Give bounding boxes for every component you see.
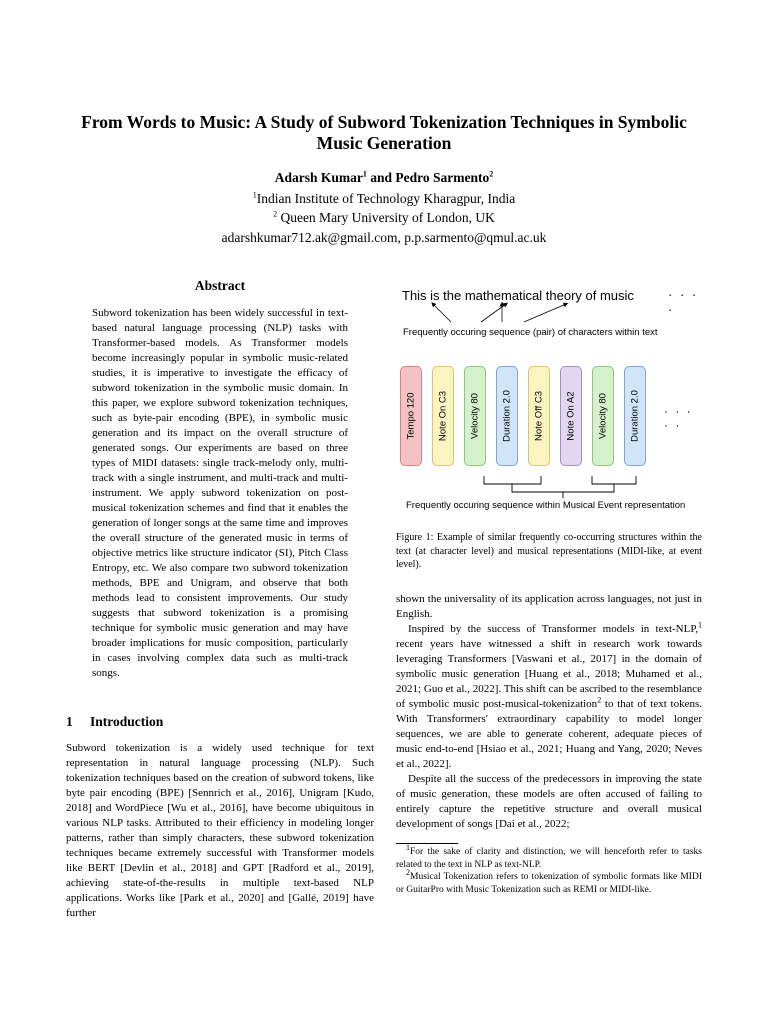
figure-label-bottom: Frequently occuring sequence within Musical Event representation [406,500,686,511]
sentence-end: theory of music [542,288,634,303]
arrow-left [433,304,451,322]
token-duration [624,366,646,466]
author-line [60,170,708,186]
token-label: Velocity 80 [469,393,481,439]
token-label: Note Off C3 [533,391,545,441]
affiliation [60,210,708,226]
token-note-on [432,366,454,466]
author-affil-mark: 2 [489,169,494,179]
text-run: to that of text tokens. With Transformers' extraordinary capability to model longer sequences, we are able to generate coherent, adequate pieces of music end-to-end [Hsiao et al., 2021; Huang and Yang, 2020; Neves et al., 2022]. [396,698,702,770]
figure-label-top: Frequently occuring sequence (pair) of characters within text [403,327,658,338]
token-label: Note On A2 [565,391,577,441]
footnote [396,867,702,896]
token-note-on [560,366,582,466]
footnote-ref: 1 [698,620,702,630]
footnote-ref: 2 [597,695,602,705]
text-run: recent years have witnessed a shift in research work towards leveraging Transformers [Vaswani et al., 2017] in the domain of symbolic music generation [Huang et al., 2018; Muhamed et al., 2021; Guo et al., 2022]. This shift can be ascribed to the resemblance of symbolic music post-musical-tokenization [396,638,702,710]
paragraph: shown the universality of its application across languages, not just in English. [396,593,702,620]
paper-title: From Words to Music: A Study of Subword Tokenization Techniques in Symbolic Music Generation [81,112,687,153]
bracket-right [592,476,636,484]
author-name: Adarsh Kumar [274,170,363,185]
token-duration [496,366,518,466]
sentence-start: This is the mathemat [402,288,523,303]
footnote-mark: 1 [406,842,410,852]
right-column-text [396,592,702,832]
text-run: Inspired by the success of Transformer models in text-NLP, [408,623,698,635]
introduction-paragraph: Subword tokenization is a widely used technique for text representation in natural language processing (NLP). Such tokenization techniques based on the creation of subword tokens, like byte pair encoding (BPE) [Sennrich et al., 2016], Unigram [Kudo, 2018] and WordPiece [Wu et al., 2016], have become ubiquitous in various NLP tasks. Attributed to their efficiency in modeling longer patterns, rather than simply characters, these subword tokenization techniques became extremely successful with Transformer models like BERT [Devlin et al., 2018] and GPT [Radford et al., 2019], achieving state-of-the-results in multiple text-based NLP applications. Works like [Park et al., 2020] and [Gallé, 2019] have further [66,742,374,919]
affiliation-text: Queen Mary University of London, UK [277,210,495,225]
footnote [396,842,702,871]
figure-1 [396,284,702,524]
affiliation-mark: 2 [273,209,278,219]
arrow-right [524,304,566,322]
footnote-mark: 2 [406,867,410,877]
author-name: Pedro Sarmento [395,170,490,185]
figure-caption: Figure 1: Example of similar frequently co-occurring structures within the text (at character level) and musical representations (MIDI-like, at event level). [396,532,702,570]
affiliation [60,191,708,207]
section-heading [66,714,163,730]
abstract-heading: Abstract [194,278,246,293]
paragraph [396,622,702,772]
sentence-highlight: ical [522,288,543,303]
author-emails: adarshkumar712.ak@gmail.com, p.p.sarmento@qmul.ac.uk [221,230,547,245]
token-note-off [528,366,550,466]
token-ellipsis: · · · · · [664,404,693,432]
section-title: Introduction [90,714,164,729]
token-label: Velocity 80 [597,393,609,439]
token-label: Tempo 120 [405,392,417,440]
footnotes [396,842,702,896]
author-affil-mark: 1 [362,169,367,179]
token-tempo [400,366,422,466]
abstract-text: Subword tokenization has been widely successful in text-based natural language processing (NLP) tasks with Transformer-based models. As Transformer models become increasingly popular in symbolic music-related studies, it is imperative to investigate the efficacy of subword tokenization in the symbolic music domain. In this paper, we explore subword tokenization techniques, such as byte-pair encoding (BPE), in symbolic music generation and its impact on the overall structure of generated songs. Our experiments are based on three types of MIDI datasets: single track-melody only, multi-track with a single instrument, and multi-track and multi-instrument. We apply subword tokenization on post-musical tokenization schemes and find that it enables the generation of longer songs at the same time and improves the overall structure of the generated music in terms of objective metrics like structure indicator (SI), Pitch Class Entropy, etc. We also compare two subword tokenization methods, BPE and Unigram, and observe that both methods lead to consistent improvements. Our study suggests that subword tokenization is a promising technique for symbolic music generation and may have broader implications for music composition, particularly in cases involving complex data such as multi-track songs. [92,307,348,679]
affiliation-text: Indian Institute of Technology Kharagpur, India [256,191,516,206]
token-velocity [592,366,614,466]
figure-ellipsis: · · · · [668,287,699,317]
token-label: Duration 2.0 [501,390,513,442]
token-label: Duration 2.0 [629,390,641,442]
paragraph: Despite all the success of the predecessors in improving the state of music generation, these models are often accused of failing to entirely capture the repetitive structure and overall musical development of songs [Dai et al., 2022; [396,773,702,830]
token-label: Note On C3 [437,390,449,442]
bracket-join [512,484,614,492]
section-number: 1 [66,714,73,729]
token-velocity [464,366,486,466]
affiliation-mark: 1 [252,190,257,200]
author-joiner: and [366,170,396,185]
bracket-left [484,476,541,484]
footnote-text: For the sake of clarity and distinction, we will henceforth refer to tasks related to the text in NLP as text-NLP. [396,847,702,870]
footnote-text: Musical Tokenization refers to tokenization of symbolic formats like MIDI or GuitarPro with Music Tokenization such as REMI or MIDI-like. [396,872,702,895]
